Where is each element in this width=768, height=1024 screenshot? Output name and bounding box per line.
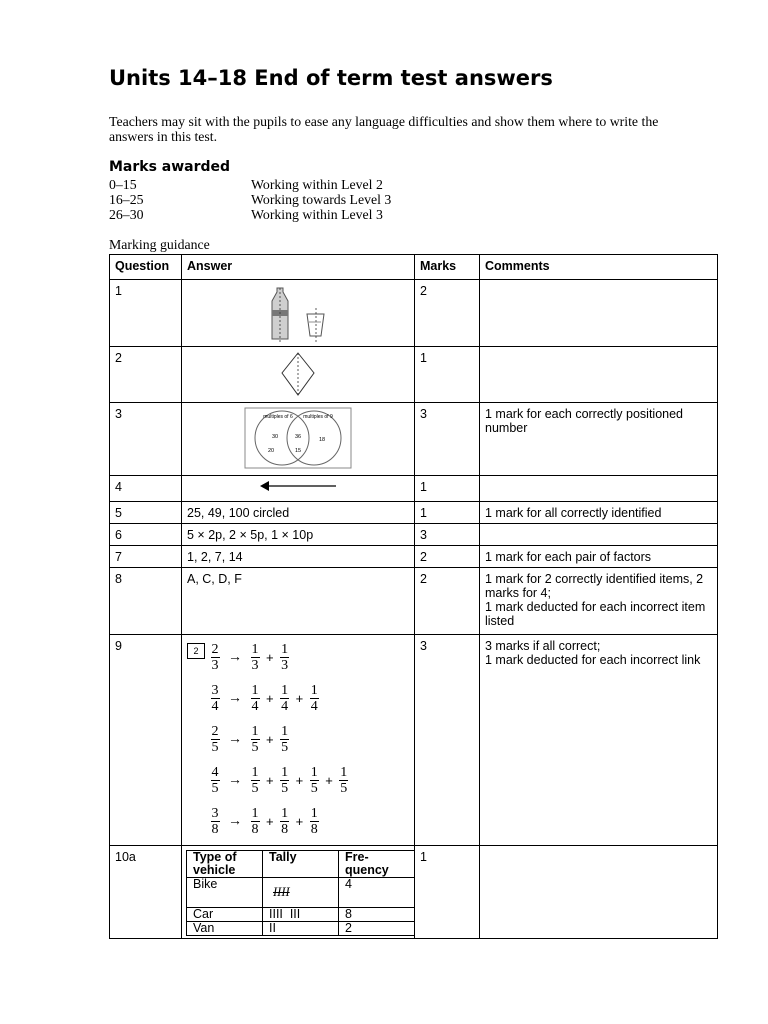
answer-cell: A, C, D, F [182, 568, 415, 635]
tally-header-frequency: Fre-quency [339, 851, 415, 878]
marks-cell: 1 [415, 502, 480, 524]
table-row [110, 403, 718, 476]
tally-type: Car [187, 908, 263, 922]
plus-sign: + [266, 690, 274, 706]
left-arrow-image [258, 478, 338, 494]
table-row [110, 524, 718, 546]
plus-sign: + [266, 649, 274, 665]
fraction-denominator: 5 [211, 740, 219, 755]
fraction-denominator: 8 [251, 822, 259, 837]
fraction [307, 683, 321, 714]
fraction-row [208, 637, 409, 678]
fraction-denominator: 5 [211, 781, 219, 796]
question-number: 9 [110, 635, 182, 846]
fraction-denominator: 5 [340, 781, 348, 796]
table-row [110, 635, 718, 846]
bottle-and-cup-image [263, 284, 333, 342]
marks-cell: 3 [415, 524, 480, 546]
fraction [307, 806, 321, 837]
arrow-icon: → [228, 813, 242, 829]
kite-shape-image [278, 351, 318, 397]
marks-range: 16–25 [109, 192, 144, 207]
fraction [248, 765, 262, 796]
arrow-icon: → [228, 649, 242, 665]
marks-cell: 3 [415, 403, 480, 476]
fraction [248, 724, 262, 755]
fraction-numerator: 1 [251, 683, 259, 698]
answer-cell [182, 476, 415, 502]
fraction [208, 724, 222, 755]
marks-range: 0–15 [109, 177, 137, 192]
arrow-icon: → [228, 690, 242, 706]
tally-header-row [187, 851, 415, 878]
tally-row [187, 922, 415, 936]
question-number: 2 [110, 347, 182, 403]
question-number: 3 [110, 403, 182, 476]
fraction-numerator: 2 [211, 724, 219, 739]
header-question: Question [110, 255, 182, 280]
answer-cell [182, 347, 415, 403]
fraction-row [208, 760, 409, 801]
venn-label-right: multiples of 9 [303, 414, 333, 420]
marks-awarded-heading: Marks awarded [109, 159, 231, 175]
header-answer: Answer [182, 255, 415, 280]
comments-cell: 1 mark for all correctly identified [480, 502, 718, 524]
fraction-numerator: 1 [281, 642, 289, 657]
question-number: 8 [110, 568, 182, 635]
fraction [248, 642, 262, 673]
page-title: Units 14–18 End of term test answers [109, 66, 553, 90]
marks-range: 26–30 [109, 207, 144, 222]
fraction [278, 642, 292, 673]
tally-header-type: Type of vehicle [187, 851, 263, 878]
fraction-denominator: 4 [251, 699, 259, 714]
fraction-row [208, 678, 409, 719]
fraction-denominator: 8 [310, 822, 318, 837]
venn-value: 30 [271, 434, 279, 440]
venn-value: 20 [267, 448, 275, 454]
comments-cell [480, 846, 718, 939]
fraction [208, 642, 222, 673]
fraction-numerator: 1 [310, 683, 318, 698]
question-number: 7 [110, 546, 182, 568]
marks-cell: 2 [415, 280, 480, 347]
tally-frequency: 8 [339, 908, 415, 922]
tally-row [187, 908, 415, 922]
fraction-denominator: 8 [281, 822, 289, 837]
comments-cell [480, 476, 718, 502]
fraction-denominator: 5 [251, 781, 259, 796]
fraction-denominator: 4 [211, 699, 219, 714]
plus-sign: + [266, 772, 274, 788]
answer-cell: 25, 49, 100 circled [182, 502, 415, 524]
tally-table [186, 850, 415, 936]
table-row [110, 846, 718, 939]
comments-cell [480, 347, 718, 403]
fraction [208, 765, 222, 796]
table-row [110, 476, 718, 502]
tally-type: Van [187, 922, 263, 936]
question-number: 6 [110, 524, 182, 546]
fraction-numerator: 1 [281, 765, 289, 780]
arrow-icon: → [228, 731, 242, 747]
fraction-denominator: 3 [251, 658, 259, 673]
answer-cell: 5 × 2p, 2 × 5p, 1 × 10p [182, 524, 415, 546]
fraction-denominator: 5 [310, 781, 318, 796]
tally-marks: IIII III [263, 908, 339, 922]
venn-value: 36 [294, 434, 302, 440]
fraction [278, 683, 292, 714]
table-header-row [110, 255, 718, 280]
venn-value: 15 [294, 448, 302, 454]
table-row [110, 546, 718, 568]
marks-cell: 2 [415, 546, 480, 568]
fraction-row [208, 801, 409, 842]
fraction-numerator: 1 [281, 724, 289, 739]
fraction-numerator: 1 [310, 806, 318, 821]
fraction-numerator: 1 [340, 765, 348, 780]
fraction [248, 806, 262, 837]
table-row [110, 502, 718, 524]
plus-sign: + [295, 813, 304, 829]
marks-cell: 1 [415, 347, 480, 403]
comments-cell: 1 mark for each correctly positioned number [480, 403, 718, 476]
tally-type: Bike [187, 878, 263, 908]
fraction-numerator: 1 [251, 765, 259, 780]
fraction-denominator: 5 [281, 781, 289, 796]
fraction [278, 724, 292, 755]
question-number: 10a [110, 846, 182, 939]
fraction-denominator: 4 [310, 699, 318, 714]
fraction-numerator: 1 [281, 806, 289, 821]
marks-cell: 1 [415, 846, 480, 939]
fraction [307, 765, 321, 796]
comments-cell: 3 marks if all correct; 1 mark deducted for each incorrect link [480, 635, 718, 846]
answer-cell [182, 403, 415, 476]
fraction-numerator: 1 [281, 683, 289, 698]
answer-cell [182, 635, 415, 846]
tally-header-tally: Tally [263, 851, 339, 878]
marking-guidance-label: Marking guidance [109, 237, 210, 252]
fraction [278, 806, 292, 837]
marks-cell: 3 [415, 635, 480, 846]
fraction-numerator: 1 [310, 765, 318, 780]
marks-cell: 2 [415, 568, 480, 635]
fraction [208, 806, 222, 837]
comments-cell [480, 524, 718, 546]
fraction-denominator: 3 [281, 658, 289, 673]
question-number: 5 [110, 502, 182, 524]
fraction-denominator: 5 [251, 740, 259, 755]
fraction [248, 683, 262, 714]
venn-diagram [244, 407, 352, 469]
fraction-denominator: 8 [211, 822, 219, 837]
tally-marks [263, 878, 339, 908]
fraction-numerator: 1 [251, 806, 259, 821]
fraction-denominator: 5 [281, 740, 289, 755]
table-row [110, 280, 718, 347]
tally-value: IIII [273, 885, 290, 899]
table-row [110, 568, 718, 635]
fraction-denominator: 4 [281, 699, 289, 714]
comments-cell: 1 mark for each pair of factors [480, 546, 718, 568]
fraction-denominator: 3 [211, 658, 219, 673]
tally-row [187, 878, 415, 908]
answer-cell: 1, 2, 7, 14 [182, 546, 415, 568]
fraction-numerator: 3 [211, 806, 219, 821]
answer-cell [182, 846, 415, 939]
fraction-row [208, 719, 409, 760]
plus-sign: + [266, 813, 274, 829]
fraction-numerator: 3 [211, 683, 219, 698]
fraction-numerator: 2 [211, 642, 219, 657]
marks-level: Working within Level 3 [251, 207, 383, 222]
intro-paragraph: Teachers may sit with the pupils to ease any language difficulties and show them where to write the answers in this test. [109, 114, 659, 144]
marking-guidance-table [109, 254, 718, 939]
marks-level: Working towards Level 3 [251, 192, 392, 207]
tally-marks: II [263, 922, 339, 936]
plus-sign: + [266, 731, 274, 747]
plus-sign: + [295, 690, 304, 706]
fraction-numerator: 4 [211, 765, 219, 780]
venn-label-left: multiples of 6 [263, 414, 293, 420]
comments-cell [480, 280, 718, 347]
tally-frequency: 4 [339, 878, 415, 908]
plus-sign: + [325, 772, 333, 788]
arrow-icon: → [228, 772, 242, 788]
marks-cell: 1 [415, 476, 480, 502]
header-comments: Comments [480, 255, 718, 280]
fraction-links [193, 637, 409, 842]
answer-cell [182, 280, 415, 347]
table-row [110, 347, 718, 403]
comments-cell: 1 mark for 2 correctly identified items, 2 marks for 4; 1 mark deducted for each incorrect item listed [480, 568, 718, 635]
fraction [208, 683, 222, 714]
fraction-numerator: 1 [251, 642, 259, 657]
fraction [337, 765, 351, 796]
boxed-number: 2 [187, 643, 205, 659]
venn-value: 18 [318, 437, 326, 443]
question-number: 4 [110, 476, 182, 502]
header-marks: Marks [415, 255, 480, 280]
plus-sign: + [295, 772, 304, 788]
question-number: 1 [110, 280, 182, 347]
marks-level: Working within Level 2 [251, 177, 383, 192]
fraction [278, 765, 292, 796]
fraction-numerator: 1 [251, 724, 259, 739]
tally-frequency: 2 [339, 922, 415, 936]
